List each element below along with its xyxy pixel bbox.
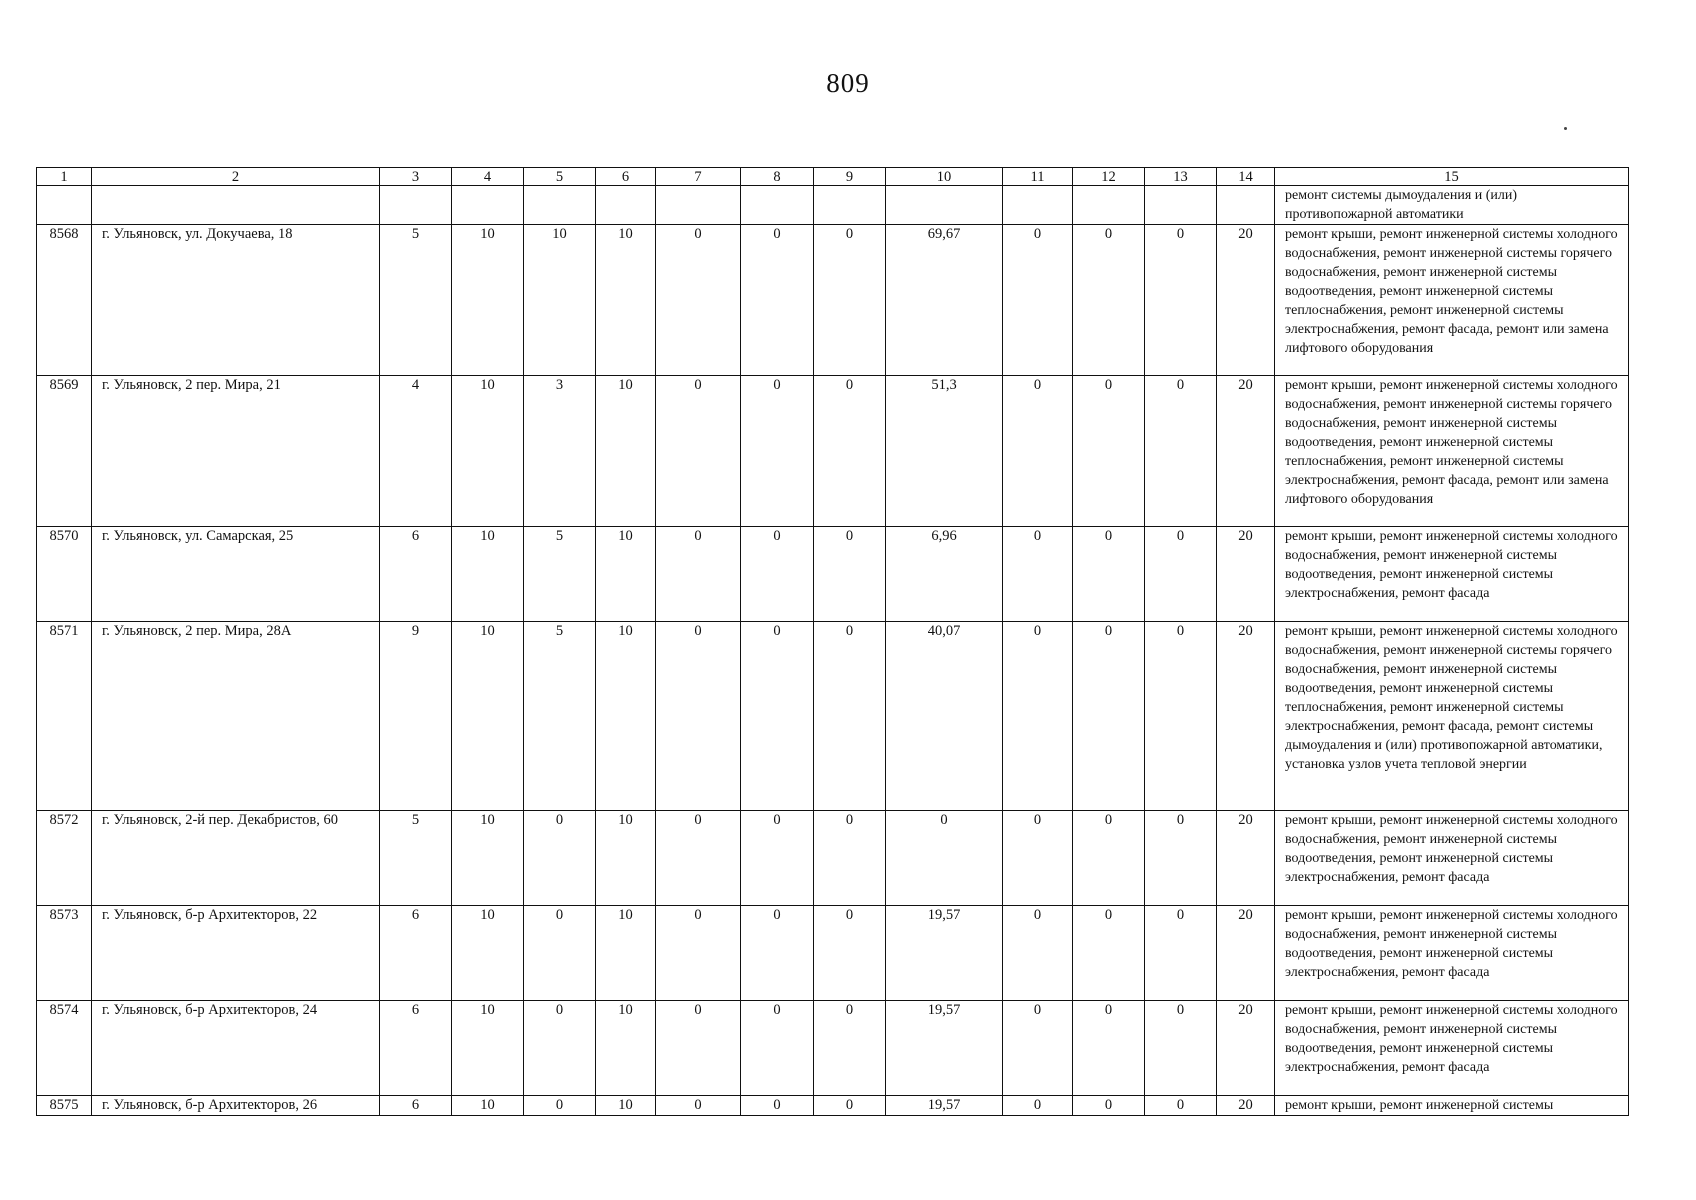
row-number-cell: 8571	[37, 622, 92, 811]
table-row	[37, 622, 1629, 811]
empty-cell	[452, 186, 524, 225]
value-cell: 19,57	[886, 1096, 1003, 1116]
value-cell: 20	[1217, 906, 1275, 1001]
value-cell: 0	[741, 811, 814, 906]
value-cell: 0	[741, 906, 814, 1001]
value-cell: 10	[596, 1096, 656, 1116]
value-cell: 0	[1073, 906, 1145, 1001]
value-cell: 0	[814, 225, 886, 376]
value-cell: 20	[1217, 225, 1275, 376]
value-cell: 19,57	[886, 1001, 1003, 1096]
address-cell: г. Ульяновск, б-р Архитекторов, 26	[92, 1096, 380, 1116]
empty-cell	[1217, 186, 1275, 225]
row-number-cell: 8568	[37, 225, 92, 376]
value-cell: 51,3	[886, 376, 1003, 527]
value-cell: 0	[524, 1001, 596, 1096]
works-cell: ремонт крыши, ремонт инженерной системы холодного водоснабжения, ремонт инженерной системы водоотведения, ремонт инженерной системы электроснабжения, ремонт фасада	[1275, 1001, 1629, 1096]
value-cell: 0	[814, 527, 886, 622]
value-cell: 0	[1003, 527, 1073, 622]
address-cell: г. Ульяновск, ул. Докучаева, 18	[92, 225, 380, 376]
value-cell: 20	[1217, 376, 1275, 527]
works-cell: ремонт крыши, ремонт инженерной системы холодного водоснабжения, ремонт инженерной системы водоотведения, ремонт инженерной системы электроснабжения, ремонт фасада	[1275, 811, 1629, 906]
value-cell: 0	[524, 1096, 596, 1116]
empty-cell	[1073, 186, 1145, 225]
value-cell: 0	[1003, 1001, 1073, 1096]
value-cell: 20	[1217, 622, 1275, 811]
header-cell: 9	[814, 168, 886, 186]
value-cell: 6	[380, 1001, 452, 1096]
value-cell: 4	[380, 376, 452, 527]
header-cell: 10	[886, 168, 1003, 186]
empty-cell	[524, 186, 596, 225]
value-cell: 0	[814, 811, 886, 906]
empty-cell	[1145, 186, 1217, 225]
value-cell: 0	[656, 225, 741, 376]
value-cell: 0	[656, 527, 741, 622]
value-cell: 10	[596, 906, 656, 1001]
header-cell: 4	[452, 168, 524, 186]
value-cell: 5	[380, 811, 452, 906]
value-cell: 6	[380, 906, 452, 1001]
value-cell: 10	[452, 527, 524, 622]
header-cell: 14	[1217, 168, 1275, 186]
empty-cell	[37, 186, 92, 225]
value-cell: 0	[1073, 376, 1145, 527]
value-cell: 69,67	[886, 225, 1003, 376]
address-cell: г. Ульяновск, б-р Архитекторов, 24	[92, 1001, 380, 1096]
header-cell: 5	[524, 168, 596, 186]
works-cell: ремонт крыши, ремонт инженерной системы	[1275, 1096, 1629, 1116]
address-cell: г. Ульяновск, ул. Самарская, 25	[92, 527, 380, 622]
value-cell: 0	[656, 811, 741, 906]
row-number-cell: 8569	[37, 376, 92, 527]
value-cell: 0	[1145, 1096, 1217, 1116]
header-cell: 12	[1073, 168, 1145, 186]
works-cell: ремонт крыши, ремонт инженерной системы холодного водоснабжения, ремонт инженерной системы водоотведения, ремонт инженерной системы электроснабжения, ремонт фасада	[1275, 527, 1629, 622]
value-cell: 9	[380, 622, 452, 811]
value-cell: 10	[596, 1001, 656, 1096]
address-cell: г. Ульяновск, 2 пер. Мира, 28А	[92, 622, 380, 811]
value-cell: 0	[1073, 527, 1145, 622]
value-cell: 0	[656, 906, 741, 1001]
value-cell: 0	[814, 622, 886, 811]
empty-cell	[596, 186, 656, 225]
header-cell: 1	[37, 168, 92, 186]
value-cell: 0	[886, 811, 1003, 906]
row-number-cell: 8572	[37, 811, 92, 906]
empty-cell	[741, 186, 814, 225]
value-cell: 0	[1145, 376, 1217, 527]
table-row	[37, 906, 1629, 1001]
value-cell: 0	[656, 376, 741, 527]
value-cell: 10	[596, 527, 656, 622]
row-number-cell: 8573	[37, 906, 92, 1001]
value-cell: 10	[452, 1096, 524, 1116]
value-cell: 10	[452, 622, 524, 811]
value-cell: 10	[596, 622, 656, 811]
value-cell: 10	[452, 376, 524, 527]
value-cell: 0	[741, 376, 814, 527]
value-cell: 5	[524, 622, 596, 811]
value-cell: 0	[1145, 811, 1217, 906]
value-cell: 0	[1145, 225, 1217, 376]
value-cell: 0	[741, 622, 814, 811]
table-row	[37, 225, 1629, 376]
value-cell: 40,07	[886, 622, 1003, 811]
header-cell: 11	[1003, 168, 1073, 186]
value-cell: 5	[524, 527, 596, 622]
value-cell: 0	[1073, 622, 1145, 811]
value-cell: 0	[741, 1096, 814, 1116]
works-cell: ремонт крыши, ремонт инженерной системы холодного водоснабжения, ремонт инженерной системы горячего водоснабжения, ремонт инженерной системы водоотведения, ремонт инженерной системы теплоснабжения, ремонт инженерной системы электроснабжения, ремонт фасада, ремонт или замена лифтового оборудования	[1275, 376, 1629, 527]
empty-cell	[92, 186, 380, 225]
value-cell: 0	[656, 1001, 741, 1096]
value-cell: 0	[741, 225, 814, 376]
value-cell: 0	[1003, 811, 1073, 906]
value-cell: 0	[814, 376, 886, 527]
scan-speck	[1564, 127, 1567, 130]
value-cell: 0	[814, 906, 886, 1001]
value-cell: 5	[380, 225, 452, 376]
value-cell: 19,57	[886, 906, 1003, 1001]
value-cell: 10	[452, 811, 524, 906]
empty-cell	[656, 186, 741, 225]
address-cell: г. Ульяновск, 2 пер. Мира, 21	[92, 376, 380, 527]
value-cell: 0	[1003, 376, 1073, 527]
header-cell: 3	[380, 168, 452, 186]
value-cell: 10	[452, 225, 524, 376]
address-cell: г. Ульяновск, б-р Архитекторов, 22	[92, 906, 380, 1001]
value-cell: 20	[1217, 811, 1275, 906]
value-cell: 0	[1073, 1096, 1145, 1116]
value-cell: 6	[380, 1096, 452, 1116]
value-cell: 10	[452, 906, 524, 1001]
value-cell: 6	[380, 527, 452, 622]
value-cell: 0	[1145, 1001, 1217, 1096]
table-row	[37, 1001, 1629, 1096]
value-cell: 20	[1217, 1096, 1275, 1116]
repair-program-table	[36, 167, 1629, 1116]
value-cell: 0	[741, 1001, 814, 1096]
value-cell: 0	[656, 1096, 741, 1116]
header-cell: 13	[1145, 168, 1217, 186]
value-cell: 0	[524, 811, 596, 906]
works-cell: ремонт крыши, ремонт инженерной системы холодного водоснабжения, ремонт инженерной системы горячего водоснабжения, ремонт инженерной системы водоотведения, ремонт инженерной системы теплоснабжения, ремонт инженерной системы электроснабжения, ремонт фасада, ремонт или замена лифтового оборудования	[1275, 225, 1629, 376]
value-cell: 10	[524, 225, 596, 376]
row-number-cell: 8574	[37, 1001, 92, 1096]
value-cell: 0	[1003, 622, 1073, 811]
address-cell: г. Ульяновск, 2-й пер. Декабристов, 60	[92, 811, 380, 906]
value-cell: 0	[1003, 906, 1073, 1001]
value-cell: 10	[596, 811, 656, 906]
value-cell: 10	[596, 376, 656, 527]
value-cell: 10	[452, 1001, 524, 1096]
table-row	[37, 1096, 1629, 1116]
header-cell: 2	[92, 168, 380, 186]
works-cell: ремонт крыши, ремонт инженерной системы холодного водоснабжения, ремонт инженерной системы горячего водоснабжения, ремонт инженерной системы водоотведения, ремонт инженерной системы теплоснабжения, ремонт инженерной системы электроснабжения, ремонт фасада, ремонт системы дымоудаления и (или) противопожарной автоматики, установка узлов учета тепловой энергии	[1275, 622, 1629, 811]
row-number-cell: 8570	[37, 527, 92, 622]
value-cell: 10	[596, 225, 656, 376]
value-cell: 0	[1145, 527, 1217, 622]
value-cell: 0	[1145, 906, 1217, 1001]
header-cell: 7	[656, 168, 741, 186]
value-cell: 0	[741, 527, 814, 622]
header-cell: 15	[1275, 168, 1629, 186]
header-cell: 8	[741, 168, 814, 186]
value-cell: 0	[1145, 622, 1217, 811]
empty-cell	[886, 186, 1003, 225]
table-body	[37, 168, 1629, 1116]
header-cell: 6	[596, 168, 656, 186]
value-cell: 0	[1003, 1096, 1073, 1116]
page-number: 809	[826, 68, 870, 98]
value-cell: 6,96	[886, 527, 1003, 622]
works-cell: ремонт системы дымоудаления и (или) противопожарной автоматики	[1275, 186, 1629, 225]
empty-cell	[814, 186, 886, 225]
value-cell: 20	[1217, 527, 1275, 622]
row-number-cell: 8575	[37, 1096, 92, 1116]
table-row	[37, 811, 1629, 906]
table-row	[37, 527, 1629, 622]
works-cell: ремонт крыши, ремонт инженерной системы холодного водоснабжения, ремонт инженерной системы водоотведения, ремонт инженерной системы электроснабжения, ремонт фасада	[1275, 906, 1629, 1001]
value-cell: 20	[1217, 1001, 1275, 1096]
value-cell: 0	[814, 1001, 886, 1096]
value-cell: 0	[1073, 225, 1145, 376]
value-cell: 0	[1073, 1001, 1145, 1096]
empty-cell	[1003, 186, 1073, 225]
value-cell: 0	[524, 906, 596, 1001]
value-cell: 0	[814, 1096, 886, 1116]
empty-cell	[380, 186, 452, 225]
value-cell: 0	[656, 622, 741, 811]
column-number-header-row	[37, 168, 1629, 186]
continuation-row	[37, 186, 1629, 225]
value-cell: 0	[1003, 225, 1073, 376]
table-row	[37, 376, 1629, 527]
value-cell: 3	[524, 376, 596, 527]
value-cell: 0	[1073, 811, 1145, 906]
